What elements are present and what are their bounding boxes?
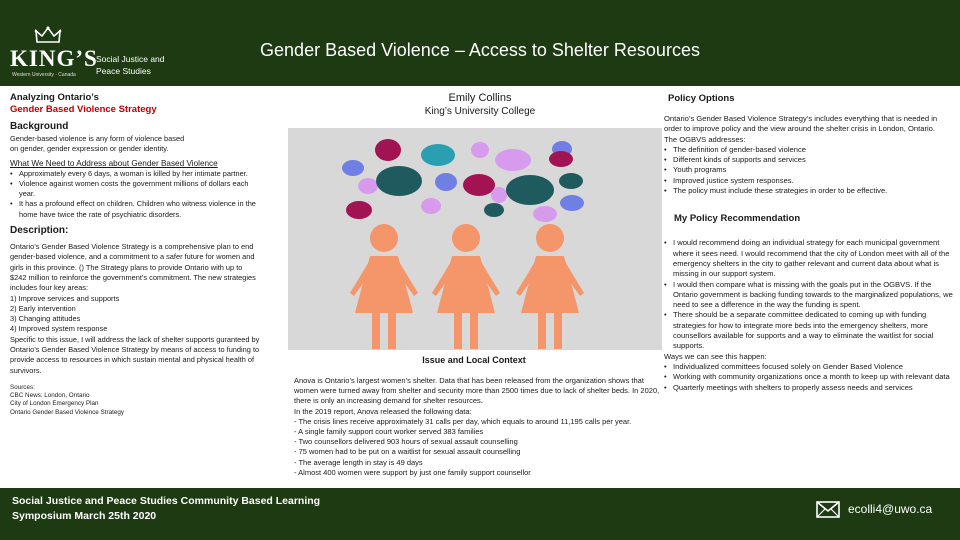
recommendation-heading: My Policy Recommendation [674,213,801,225]
bubble [471,142,489,158]
list-item: • Violence against women costs the government millions of dollars each year. [10,179,260,200]
footer-banner [0,488,960,540]
list-item: • I would then compare what is missing with the goals put in the OGBVS. If the Ontario government is backing funding towards to the marginalized populations, we need to see a difference in the way the funding is spent. [664,280,954,311]
sources-label: Sources: [10,383,35,391]
woman-figure-center [432,224,500,349]
address-heading: What We Need to Address about Gender Based Violence [10,158,218,168]
description-text [10,242,260,376]
issue-line: Anova is Ontario’s largest women’s shelter. Data that has been released from the organization shows that women were turned away from shelter and security more than 2500 times due to lack of shelter beds. In 2020, there is only an increasing demand for shelter resources. [294,376,660,406]
author-block [296,92,664,118]
bubble [346,201,372,219]
bubble [342,160,364,176]
list-item: • There should be a separate committee dedicated to coming up with funding strategies for how to integrate more beds into the emergency shelters, more counsellors available for supports and a way to eliminate the waitlist for social supports. [664,310,954,351]
bubble [491,187,507,203]
analysis-kicker: Analyzing Ontario’s [10,92,99,103]
symposium-line-2: Symposium March 25th 2020 [12,510,157,522]
bubble [484,203,504,217]
speech-bubbles [342,139,584,222]
right-column [664,92,954,393]
source-item: City of London Emergency Plan [10,400,99,408]
list-item: • I would recommend doing an individual strategy for each municipal government where it sees need. I would recommend that the city of London meet with all of the emergency shelters in the city to gather relevant and current data about what is missing in our support system. [664,238,954,279]
logo-department [96,53,186,77]
bubble [533,206,557,222]
background-heading: Background [10,121,69,132]
mail-icon[interactable] [816,501,840,518]
issue-line: - The average length in stay is 49 days [294,457,423,467]
list-item: • Individualized committees focused solely on Gender Based Violence [664,362,954,372]
list-item: • The policy must include these strategies in order to be effective. [664,186,954,196]
list-item: • Working with community organizations once a month to keep up with relevant data [664,372,954,382]
list-item: • Improved justice system responses. [664,176,954,186]
list-item: • It has a profound effect on children. Children who witness violence in the home have twice the rate of psychiatric disorders. [10,199,260,220]
description-line: 2) Early intervention [10,303,76,313]
bubble [560,195,584,211]
kings-logo[interactable] [10,28,175,80]
bubble [375,139,401,161]
description-line: Ontario’s Gender Based Violence Strategy is a comprehensive plan to end gender-based violence, and a commitment to a safer future for women and girls in this province. () The Strategy plans to provide Ontario with up to $242 million to reinforce the government’s commitment. The new strategies includes four key areas: [10,242,256,293]
bubble [463,174,495,196]
options-lead: The OGBVS addresses: [664,134,746,144]
address-list [10,169,260,220]
bubble [506,175,554,205]
description-line: Specific to this issue, I will address the lack of shelter supports guranteed by Ontario’s Gender Based Violence Strategy by means of access to funding to provide access to resources in which sustain mental and physical health of survivors. [10,334,260,375]
list-item: • Quarterly meetings with shelters to properly assess needs and services [664,383,954,393]
women-illustration [288,128,662,350]
list-item: • The definition of gender-based violence [664,145,954,155]
bubble [435,173,457,191]
left-column [10,92,260,417]
list-item: • Approximately every 6 days, a woman is killed by her intimate partner. [10,169,260,179]
bubble [376,166,422,196]
description-heading: Description: [10,225,69,237]
description-line: 1) Improve services and supports [10,293,120,303]
issue-line: - Almost 400 women were support by just one family support counsellor [294,467,531,477]
list-item: • Different kinds of supports and services [664,155,954,165]
policy-options-heading: Policy Options [668,93,735,104]
issue-line: - The crisis lines receive approximately 31 calls per day, which equals to around 11,195 calls per year. [294,416,632,426]
logo-department-line-2: Peace Studies [96,66,151,76]
description-line: 4) Improved system response [10,324,108,334]
poster-title: Gender Based Violence – Access to Shelter Resources [260,40,700,60]
issue-line: In the 2019 report, Anova released the following data: [294,406,472,416]
options-list [664,145,954,196]
issue-line: - Two counsellors delivered 903 hours of sexual assault counselling [294,437,518,447]
issue-line: - A single family support court worker served 383 families [294,427,484,437]
ways-list [664,362,954,393]
bubble [358,178,378,194]
logo-department-line-1: Social Justice and [96,54,165,64]
recommendation-list [664,238,954,351]
symposium-line-1: Social Justice and Peace Studies Community Based Learning [12,495,321,507]
logo-wordmark: KING’S [10,46,98,71]
bubble [559,173,583,189]
options-intro: Ontario’s Gender Based Violence Strategy’s includes everything that is needed in order to improve policy and the view around the shelter crisis in London, Ontario. [664,114,938,134]
author-affiliation: King’s University College [424,106,536,117]
issue-text [294,376,662,478]
description-line: 3) Changing attitudes [10,314,81,324]
logo-subtitle: Western University · Canada [12,72,76,78]
bubble [421,198,441,214]
woman-figure-left [350,224,418,349]
sources-block [10,384,260,417]
list-item: • Youth programs [664,165,954,175]
header-banner [0,0,960,86]
women-speech-bubbles-image [288,128,662,350]
bubble [421,144,455,166]
woman-figure-right [516,224,584,349]
center-column [284,92,664,477]
background-text: Gender-based violence is any form of violence based on gender, gender expression or gender identity. [10,134,185,154]
source-item: CBC News: London, Ontario [10,392,90,400]
issue-heading: Issue and Local Context [422,355,526,365]
issue-line: - 75 women had to be put on a waitlist for sexual assault counselling [294,447,521,457]
ways-lead: Ways we can see this happen: [664,351,767,361]
email-link[interactable]: ecolli4@uwo.ca [848,502,933,516]
crown-icon [34,26,62,44]
bubble [495,149,531,171]
symposium-text [12,494,320,524]
source-item: Ontario Gender Based Violence Strategy [10,408,124,416]
author-name: Emily Collins [448,92,512,104]
strategy-heading: Gender Based Violence Strategy [10,104,157,115]
bubble [549,151,573,167]
